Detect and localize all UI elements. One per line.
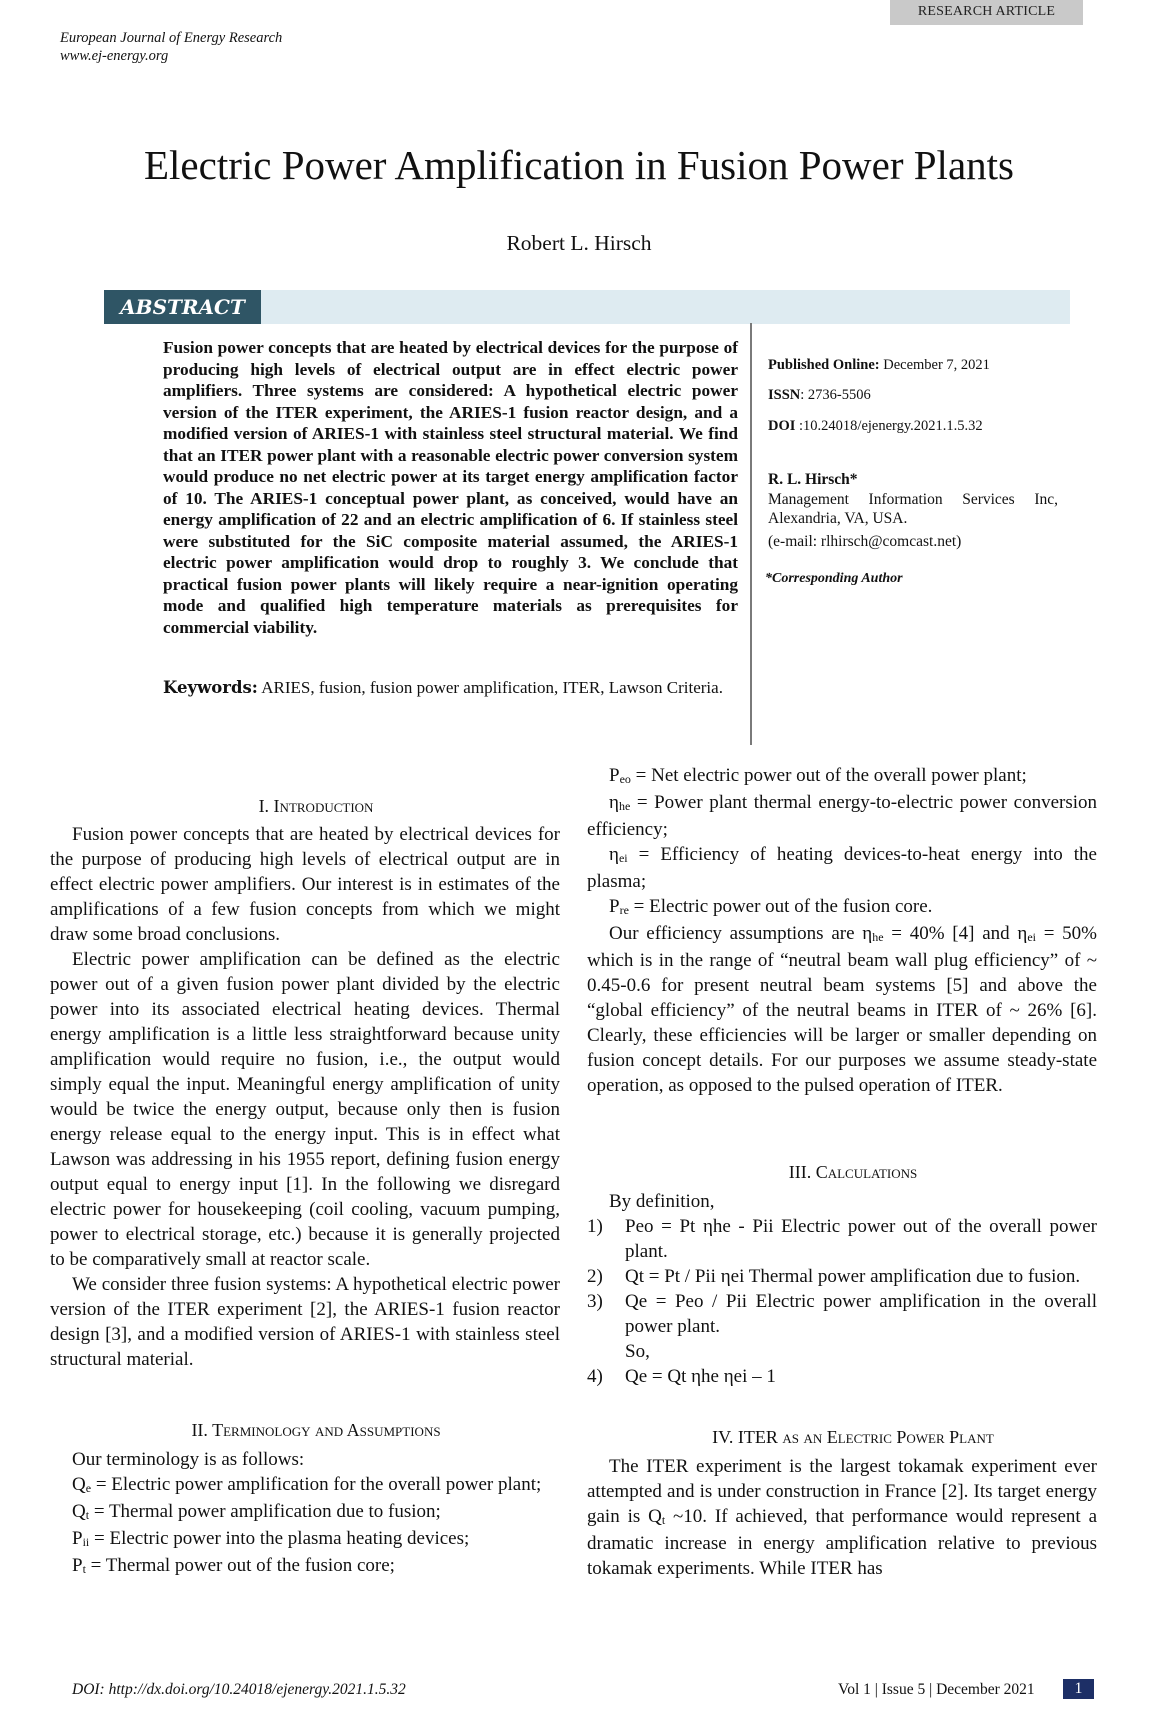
term-subscript: re [619,903,629,917]
assumptions-subscript: ei [1027,930,1036,944]
term-text: = Thermal power amplification due to fusion; [89,1501,441,1522]
author-short-name: R. L. Hirsch* [768,471,858,488]
keywords-label: Keywords: [163,678,258,697]
doi-value[interactable]: :10.24018/ejenergy.2021.1.5.32 [799,418,983,434]
published-label: Published Online: [768,357,880,373]
term-text: = Electric power into the plasma heating devices; [89,1528,470,1549]
equation-item [587,1264,1097,1289]
term-text: = Thermal power out of the fusion core; [85,1555,395,1576]
term-definition [50,1472,560,1499]
paper-author: Robert L. Hirsch [506,231,652,255]
journal-url[interactable]: www.ej-energy.org [60,48,169,64]
keywords-list: ARIES, fusion, fusion power amplification, ITER, Lawson Criteria. [261,678,723,697]
intro-paragraph-2: Electric power amplification can be defined as the electric power out of a given fusion power plant divided by the electric power into its associated electrical heating devices. Thermal energy amplification is a little less straightforward because unity amplification would require no fusion, i.e., the output would simply equal the input. Meaningful energy amplification of unity would be twice the energy output, because only then is fusion energy release equal to the energy input. This is in effect what Lawson was addressing in his 1955 report, defining fusion energy output equal to energy input [1]. In the following we disregard electric power for housekeeping (coil cooling, vacuum pumping, power to electrical storage, etc.) because it is generally projected to be comparatively small at reactor scale. [50,949,560,1270]
term-subscript: eo [619,772,631,786]
section-heading-terminology: II. Terminology and Assumptions [191,1420,441,1440]
equation-text: Qt = Pt / Pii ηei Thermal power amplification due to fusion. [625,1266,1081,1287]
issn-value: : 2736-5506 [800,387,871,403]
term-text: = Power plant thermal energy-to-electric power conversion efficiency; [587,792,1097,840]
iter-text: The ITER experiment is the largest tokamak experiment ever attempted and is under construction in France [2]. Its target energy gain is Q [587,1456,1097,1527]
term-definition [587,763,1097,790]
term-definition [50,1526,560,1553]
term-symbol: P [609,765,620,786]
author-affiliation-block [768,470,1058,529]
so-line [587,1339,1097,1364]
iter-paragraph-1 [587,1454,1097,1581]
left-column [50,794,560,1580]
term-subscript: e [85,1481,92,1495]
doi [768,418,1068,435]
term-symbol: P [609,896,620,917]
term-definition [50,1553,560,1580]
section-heading-iter: IV. ITER as an Electric Power Plant [712,1427,994,1447]
doi-label: DOI [768,418,796,434]
term-symbol: η [609,844,619,865]
paper-title: Electric Power Amplification in Fusion Power Plants [143,142,1014,188]
iter-text: ~10. If achieved, that performance would represent a dramatic increase in energy amplification relative to previous tokamak experiments. While ITER has [587,1506,1097,1579]
term-subscript: t [82,1562,86,1576]
term-definition [587,842,1097,894]
term-text: = Net electric power out of the overall power plant; [630,765,1027,786]
equation-item [587,1364,1097,1389]
affiliation: Management Information Services Inc, Alexandria, VA, USA. [768,490,1058,527]
section-heading-calculations: III. Calculations [788,1162,918,1182]
published-date: December 7, 2021 [883,357,990,373]
equation-number: 2) [587,1266,603,1287]
term-text: = Electric power out of the fusion core. [628,896,933,917]
assumptions-text: = 40% [4] and η [883,923,1028,944]
published-online [768,357,1068,374]
equation-number: 3) [587,1291,603,1312]
keywords [163,677,738,699]
equation-item [587,1214,1097,1264]
abstract-text: Fusion power concepts that are heated by electrical devices for the purpose of producing high levels of electrical output are in effect electric power amplifiers. Three systems are considered: A hypothetical electric power version of the ITER experiment, the ARIES-1 fusion reactor design, and a modified version of ARIES-1 with stainless steel structural material. We find that an ITER power plant with a reasonable electric power conversion system would produce no net electric power at its target energy amplification factor of 10. The ARIES-1 conceptual power plant, as conceived, would have an energy amplification of 22 and an electric amplification of 6. If stainless steel were substituted for the SiC composite material assumed, the ARIES-1 electric power amplification would drop to roughly 3. We conclude that practical fusion power plants will likely require a near-ignition operating mode and qualified high temperature materials as prerequisites for commercial viability. [163,338,738,637]
assumptions-text: Our efficiency assumptions are η [609,923,873,944]
corresponding-author-note: *Corresponding Author [765,571,903,586]
calculations-intro: By definition, [609,1191,715,1212]
equation-text: Qe = Qt ηhe ηei – 1 [625,1366,776,1387]
equation-number: 4) [587,1366,603,1387]
right-column [587,763,1097,1581]
journal-name: European Journal of Energy Research [60,30,283,46]
term-definition [587,790,1097,842]
term-definition [50,1499,560,1526]
term-symbol: P [72,1528,83,1549]
so-text: So, [625,1341,650,1362]
term-text: = Efficiency of heating devices-to-heat energy into the plasma; [587,844,1097,892]
term-text: = Electric power amplification for the overall power plant; [91,1474,542,1495]
issn [768,387,1068,404]
section-heading-introduction: I. Introduction [258,796,374,816]
article-type-tag: RESEARCH ARTICLE [890,0,1083,25]
assumptions-text: = 50% which is in the range of “neutral beam wall plug efficiency” of ~ 0.45-0.6 for present neutral beam systems [5] and above the “global efficiency” of the neutral beams in ITER of ~ 26% [6]. Clearly, these efficiencies will be larger or smaller depending on fusion concept details. For our purposes we assume steady-state operation, as opposed to the pulsed operation of ITER. [587,923,1098,1096]
equation-text: Peo = Pt ηhe - Pii Electric power out of the overall power plant. [625,1216,1097,1262]
journal-info [60,29,282,65]
term-symbol: Q [72,1501,86,1522]
footer-doi-link[interactable]: DOI: http://dx.doi.org/10.24018/ejenergy.2021.1.5.32 [72,1681,406,1698]
page-number: 1 [1063,1679,1094,1699]
term-definition [587,894,1097,921]
term-subscript: ei [618,851,628,865]
term-symbol: Q [72,1474,86,1495]
term-subscript: ii [82,1535,90,1549]
terminology-intro: Our terminology is as follows: [72,1449,305,1470]
term-symbol: η [609,792,619,813]
term-subscript: t [85,1508,90,1522]
equation-number: 1) [587,1216,603,1237]
term-subscript: he [618,799,631,813]
equation-item [587,1289,1097,1339]
issn-label: ISSN [768,387,801,403]
efficiency-assumptions-paragraph [587,921,1097,1098]
intro-paragraph-1: Fusion power concepts that are heated by electrical devices for the purpose of producing high levels of electrical output are in effect electric power amplifiers. Our interest is in estimates of the amplifications of a few fusion concepts from which we might draw some broad conclusions. [50,824,560,945]
iter-subscript: t [661,1513,666,1527]
author-email[interactable]: (e-mail: rlhirsch@comcast.net) [768,533,962,550]
assumptions-subscript: he [872,930,884,944]
equation-text: Qe = Peo / Pii Electric power amplification in the overall power plant. [625,1291,1097,1337]
intro-paragraph-3: We consider three fusion systems: A hypothetical electric power version of the ITER experiment [2], the ARIES-1 fusion reactor design [3], and a modified version of ARIES-1 with stainless steel structural material. [50,1274,560,1370]
footer-volume-info: Vol 1 | Issue 5 | December 2021 [838,1681,1035,1698]
abstract-divider [750,323,752,745]
abstract-label: ABSTRACT [104,290,261,324]
term-symbol: P [72,1555,83,1576]
